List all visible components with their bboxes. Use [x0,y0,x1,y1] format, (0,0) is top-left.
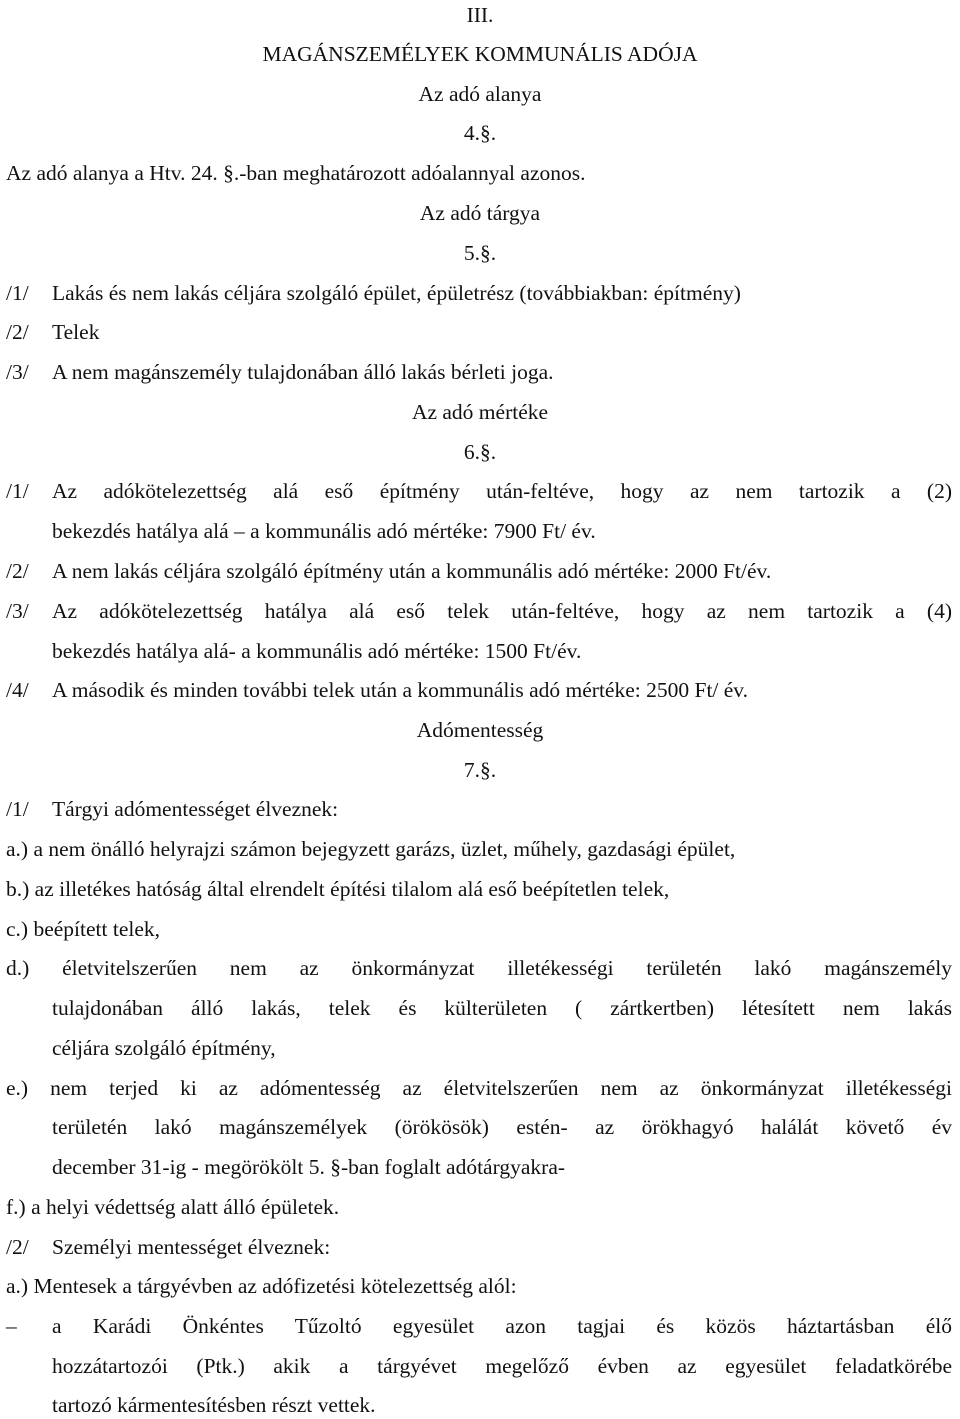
heading-adomentesseg: Adómentesség [416,718,544,742]
item-text: Személyi mentességet élveznek: [52,1235,331,1259]
section-4: 4.§. [463,121,497,145]
item-text: c.) beépített telek, [6,917,161,941]
heading-adoalany: Az adó alanya [418,82,542,106]
section-5: 5.§. [463,241,497,265]
item-text: d.) életvitelszerűen nem az önkormányzat illetékességi területén lakó magánszemély [6,956,952,980]
paragraph-4-text: Az adó alanya a Htv. 24. §.-ban meghatározott adóalannyal azonos. [6,161,586,185]
item-number: /1/ [6,281,29,305]
item-text: b.) az illetékes hatóság által elrendelt építési tilalom alá eső beépítetlen telek, [6,877,670,901]
item-text: Telek [52,320,100,344]
item-number: /2/ [6,559,29,583]
item-number: /1/ [6,479,29,503]
item-number: /2/ [6,1235,29,1259]
item-text: bekezdés hatálya alá- a kommunális adó mértéke: 1500 Ft/év. [52,639,582,663]
item-text: hozzátartozói (Ptk.) akik a tárgyévet megelőző évben az egyesület feladatkörébe [52,1354,952,1378]
item-number: /2/ [6,320,29,344]
item-text: bekezdés hatálya alá – a kommunális adó mértéke: 7900 Ft/ év. [52,519,596,543]
item-text: Az adókötelezettség alá eső építmény után-feltéve, hogy az nem tartozik a (2) [52,479,952,503]
item-number: /3/ [6,360,29,384]
item-text: Az adókötelezettség hatálya alá eső telek után-feltéve, hogy az nem tartozik a (4) [52,599,952,623]
part-number: III. [466,3,494,27]
document-title: MAGÁNSZEMÉLYEK KOMMUNÁLIS ADÓJA [262,42,698,66]
item-text: Tárgyi adómentességet élveznek: [52,797,339,821]
item-number: /1/ [6,797,29,821]
section-7: 7.§. [463,758,497,782]
item-text: f.) a helyi védettség alatt álló épületek. [6,1195,340,1219]
item-number: /3/ [6,599,29,623]
item-text: a Karádi Önkéntes Tűzoltó egyesület azon tagjai és közös háztartásban élő [52,1314,952,1338]
item-text: A nem magánszemély tulajdonában álló lakás bérleti joga. [52,360,554,384]
item-text: a.) a nem önálló helyrajzi számon bejegyzett garázs, üzlet, műhely, gazdasági épület, [6,837,736,861]
item-text: A második és minden további telek után a kommunális adó mértéke: 2500 Ft/ év. [52,678,749,702]
heading-adomertek: Az adó mértéke [411,400,549,424]
item-number: /4/ [6,678,29,702]
item-text: december 31-ig - megörökölt 5. §-ban foglalt adótárgyakra- [52,1155,566,1179]
item-text: a.) Mentesek a tárgyévben az adófizetési kötelezettség alól: [6,1274,517,1298]
item-text: tartozó kármentesítésben részt vettek. [52,1393,376,1417]
item-text: területén lakó magánszemélyek (örökösök) estén- az örökhagyó halálát követő év [52,1115,952,1139]
item-text: Lakás és nem lakás céljára szolgáló épület, épületrész (továbbiakban: építmény) [52,281,741,305]
heading-adotargya: Az adó tárgya [419,201,541,225]
item-text: céljára szolgáló építmény, [52,1036,276,1060]
item-text: e.) nem terjed ki az adómentesség az életvitelszerűen nem az önkormányzat illetékességi [6,1076,952,1100]
item-text: A nem lakás céljára szolgáló építmény után a kommunális adó mértéke: 2000 Ft/év. [52,559,772,583]
section-6: 6.§. [463,440,497,464]
dash-bullet: – [6,1314,17,1338]
item-text: tulajdonában álló lakás, telek és külterületen ( zártkertben) létesített nem lakás [52,996,952,1020]
